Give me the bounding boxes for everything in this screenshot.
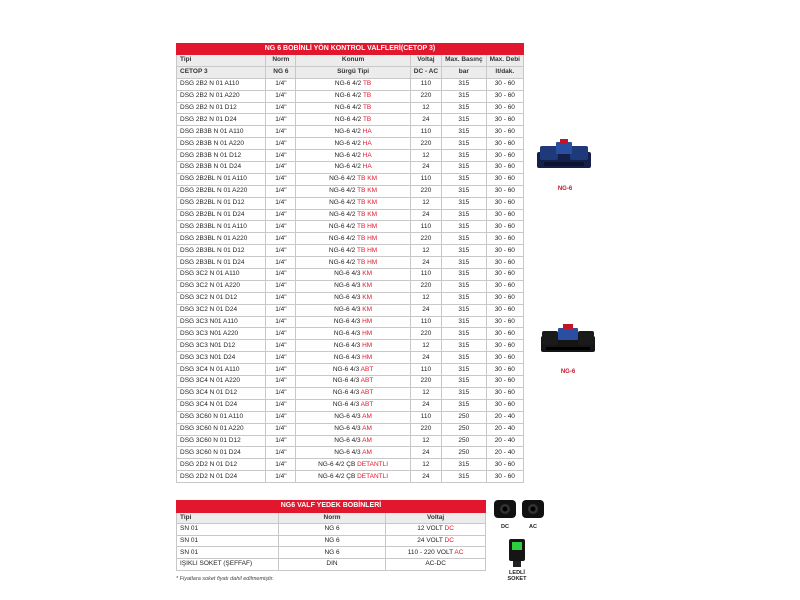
cell-basinc: 315 (442, 173, 487, 185)
cell-voltaj: 24 (410, 257, 441, 269)
cell-tipi: DSG 2B2 N 01 D24 (177, 114, 266, 126)
valve-table-title: NG 6 BOBİNLİ YÖN KONTROL VALFLERİ(CETOP 3) (177, 44, 524, 55)
cell-basinc: 315 (442, 399, 487, 411)
coil-cell-voltaj: 110 - 220 VOLT AC (386, 547, 486, 559)
cell-konum: NG-6 4/2 ÇB DETANTLI (296, 471, 410, 483)
cell-debi: 30 - 60 (486, 150, 523, 162)
cell-norm: 1/4" (266, 364, 296, 376)
cell-debi: 30 - 60 (486, 257, 523, 269)
ng6-valve-image-2 (538, 322, 598, 356)
col-header-debi: Max. Debi (486, 55, 523, 67)
cell-tipi: DSG 2D2 N 01 D12 (177, 459, 266, 471)
cell-debi: 30 - 60 (486, 340, 523, 352)
cell-debi: 20 - 40 (486, 447, 523, 459)
dc-coil-image (492, 498, 518, 520)
cell-voltaj: 110 (410, 78, 441, 90)
cell-tipi: DSG 2B3B N 01 A220 (177, 138, 266, 150)
cell-norm: 1/4" (266, 233, 296, 245)
coil-row (177, 547, 486, 559)
cell-tipi: DSG 2B3B N 01 D24 (177, 162, 266, 174)
cell-tipi: DSG 2B3B N 01 A110 (177, 126, 266, 138)
cell-debi: 30 - 60 (486, 90, 523, 102)
cell-voltaj: 12 (410, 245, 441, 257)
cell-norm: 1/4" (266, 150, 296, 162)
cell-debi: 30 - 60 (486, 162, 523, 174)
table-row (177, 411, 524, 423)
table-row (177, 197, 524, 209)
subheader-bar: bar (442, 66, 487, 78)
table-row (177, 126, 524, 138)
col-header-voltaj: Voltaj (410, 55, 441, 67)
table-row (177, 90, 524, 102)
cell-basinc: 315 (442, 257, 487, 269)
cell-tipi: DSG 2B3BL N 01 D12 (177, 245, 266, 257)
table-row (177, 269, 524, 281)
cell-konum: NG-6 4/3 ABT (296, 376, 410, 388)
coil-cell-tipi: IŞIKLI SOKET (ŞEFFAF) (177, 558, 279, 570)
cell-tipi: DSG 3C3 N01 A110 (177, 316, 266, 328)
cell-konum: NG-6 4/3 AM (296, 447, 410, 459)
cell-norm: 1/4" (266, 292, 296, 304)
cell-tipi: DSG 2B2BL N 01 D12 (177, 197, 266, 209)
table-row (177, 316, 524, 328)
cell-basinc: 315 (442, 114, 487, 126)
cell-tipi: DSG 2B2 N 01 A110 (177, 78, 266, 90)
table-row (177, 447, 524, 459)
cell-konum: NG-6 4/2 TB (296, 114, 410, 126)
cell-basinc: 315 (442, 459, 487, 471)
table-row (177, 162, 524, 174)
cell-voltaj: 12 (410, 102, 441, 114)
cell-norm: 1/4" (266, 245, 296, 257)
cell-voltaj: 220 (410, 185, 441, 197)
cell-konum: NG-6 4/3 KM (296, 280, 410, 292)
ng6-valve-image-1 (534, 138, 594, 172)
cell-voltaj: 12 (410, 292, 441, 304)
coil-col-voltaj: Voltaj (386, 512, 486, 524)
cell-konum: NG-6 4/3 HM (296, 328, 410, 340)
coil-cell-voltaj: 24 VOLT DC (386, 535, 486, 547)
cell-debi: 30 - 60 (486, 221, 523, 233)
cell-voltaj: 12 (410, 387, 441, 399)
cell-tipi: DSG 2B3B N 01 D12 (177, 150, 266, 162)
cell-konum: NG-6 4/3 ABT (296, 399, 410, 411)
cell-norm: 1/4" (266, 90, 296, 102)
table-row (177, 399, 524, 411)
table-row (177, 233, 524, 245)
cell-basinc: 250 (442, 435, 487, 447)
cell-voltaj: 110 (410, 221, 441, 233)
cell-tipi: DSG 2D2 N 01 D24 (177, 471, 266, 483)
table-row (177, 102, 524, 114)
cell-basinc: 315 (442, 150, 487, 162)
cell-konum: NG-6 4/3 HM (296, 340, 410, 352)
cell-norm: 1/4" (266, 459, 296, 471)
table-row (177, 138, 524, 150)
cell-norm: 1/4" (266, 340, 296, 352)
cell-debi: 20 - 40 (486, 423, 523, 435)
table-row (177, 245, 524, 257)
cell-tipi: DSG 3C60 N 01 D12 (177, 435, 266, 447)
cell-debi: 30 - 60 (486, 269, 523, 281)
cell-basinc: 315 (442, 126, 487, 138)
table-row (177, 376, 524, 388)
table-row (177, 150, 524, 162)
table-row (177, 280, 524, 292)
cell-norm: 1/4" (266, 376, 296, 388)
cell-voltaj: 24 (410, 352, 441, 364)
cell-basinc: 315 (442, 185, 487, 197)
cell-tipi: DSG 3C4 N 01 A110 (177, 364, 266, 376)
cell-tipi: DSG 3C2 N 01 D12 (177, 292, 266, 304)
cell-debi: 20 - 40 (486, 411, 523, 423)
cell-voltaj: 24 (410, 114, 441, 126)
cell-basinc: 315 (442, 292, 487, 304)
coil-cell-norm: NG 6 (278, 547, 385, 559)
coil-cell-norm: NG 6 (278, 535, 385, 547)
cell-tipi: DSG 3C2 N 01 A110 (177, 269, 266, 281)
coil-row (177, 524, 486, 536)
table-row (177, 221, 524, 233)
cell-voltaj: 24 (410, 162, 441, 174)
cell-voltaj: 220 (410, 138, 441, 150)
cell-voltaj: 24 (410, 304, 441, 316)
cell-norm: 1/4" (266, 126, 296, 138)
cell-voltaj: 220 (410, 90, 441, 102)
subheader-norm: NG 6 (266, 66, 296, 78)
cell-norm: 1/4" (266, 399, 296, 411)
cell-debi: 30 - 60 (486, 173, 523, 185)
cell-tipi: DSG 2B2 N 01 A220 (177, 90, 266, 102)
col-header-tipi: Tipi (177, 55, 266, 67)
coil-row (177, 558, 486, 570)
cell-tipi: DSG 3C60 N 01 D24 (177, 447, 266, 459)
table-row (177, 364, 524, 376)
cell-norm: 1/4" (266, 423, 296, 435)
cell-basinc: 315 (442, 209, 487, 221)
cell-voltaj: 110 (410, 173, 441, 185)
cell-norm: 1/4" (266, 435, 296, 447)
cell-debi: 30 - 60 (486, 209, 523, 221)
cell-basinc: 250 (442, 423, 487, 435)
cell-tipi: DSG 3C2 N 01 A220 (177, 280, 266, 292)
coil-table (176, 500, 486, 571)
cell-voltaj: 12 (410, 150, 441, 162)
subheader-flow: lt/dak. (486, 66, 523, 78)
cell-konum: NG-6 4/3 AM (296, 423, 410, 435)
cell-voltaj: 24 (410, 209, 441, 221)
cell-norm: 1/4" (266, 316, 296, 328)
cell-konum: NG-6 4/2 TB KM (296, 209, 410, 221)
cell-voltaj: 110 (410, 411, 441, 423)
coil-cell-tipi: SN 01 (177, 524, 279, 536)
cell-tipi: DSG 2B3BL N 01 A110 (177, 221, 266, 233)
table-row (177, 459, 524, 471)
cell-tipi: DSG 3C4 N 01 D24 (177, 399, 266, 411)
table-row (177, 78, 524, 90)
ac-coil-image (520, 498, 546, 520)
cell-konum: NG-6 4/3 ABT (296, 364, 410, 376)
cell-tipi: DSG 3C3 N01 D24 (177, 352, 266, 364)
coil-cell-norm: DIN (278, 558, 385, 570)
cell-debi: 30 - 60 (486, 102, 523, 114)
table-row (177, 352, 524, 364)
cell-norm: 1/4" (266, 280, 296, 292)
cell-konum: NG-6 4/2 ÇB DETANTLI (296, 459, 410, 471)
cell-basinc: 315 (442, 233, 487, 245)
cell-norm: 1/4" (266, 162, 296, 174)
cell-norm: 1/4" (266, 114, 296, 126)
cell-konum: NG-6 4/3 KM (296, 269, 410, 281)
price-note: * Fiyatlara soket fiyatı dahil edilmemiştir. (176, 576, 274, 582)
cell-norm: 1/4" (266, 352, 296, 364)
cell-konum: NG-6 4/2 HA (296, 126, 410, 138)
cell-tipi: DSG 3C4 N 01 A220 (177, 376, 266, 388)
cell-basinc: 315 (442, 269, 487, 281)
cell-voltaj: 12 (410, 197, 441, 209)
cell-konum: NG-6 4/2 TB HM (296, 221, 410, 233)
table-row (177, 173, 524, 185)
cell-konum: NG-6 4/2 TB KM (296, 173, 410, 185)
cell-konum: NG-6 4/3 HM (296, 352, 410, 364)
cell-basinc: 315 (442, 78, 487, 90)
cell-tipi: DSG 3C60 N 01 A220 (177, 423, 266, 435)
cell-konum: NG-6 4/2 HA (296, 138, 410, 150)
cell-debi: 30 - 60 (486, 316, 523, 328)
cell-konum: NG-6 4/3 KM (296, 292, 410, 304)
coil-row (177, 535, 486, 547)
cell-basinc: 315 (442, 221, 487, 233)
cell-norm: 1/4" (266, 78, 296, 90)
coil-cell-tipi: SN 01 (177, 535, 279, 547)
cell-konum: NG-6 4/3 AM (296, 411, 410, 423)
cell-basinc: 315 (442, 364, 487, 376)
cell-basinc: 315 (442, 328, 487, 340)
cell-konum: NG-6 4/2 TB KM (296, 197, 410, 209)
cell-debi: 30 - 60 (486, 364, 523, 376)
cell-norm: 1/4" (266, 209, 296, 221)
cell-voltaj: 24 (410, 447, 441, 459)
table-row (177, 423, 524, 435)
col-header-norm: Norm (266, 55, 296, 67)
cell-tipi: DSG 3C2 N 01 D24 (177, 304, 266, 316)
cell-konum: NG-6 4/3 HM (296, 316, 410, 328)
cell-debi: 30 - 60 (486, 126, 523, 138)
cell-voltaj: 24 (410, 399, 441, 411)
cell-tipi: DSG 2B2BL N 01 D24 (177, 209, 266, 221)
subheader-cetop: CETOP 3 (177, 66, 266, 78)
cell-debi: 30 - 60 (486, 78, 523, 90)
cell-tipi: DSG 2B3BL N 01 A220 (177, 233, 266, 245)
cell-basinc: 315 (442, 138, 487, 150)
cell-konum: NG-6 4/3 AM (296, 435, 410, 447)
table-row (177, 257, 524, 269)
cell-konum: NG-6 4/2 TB HM (296, 233, 410, 245)
coil-table-title: NG6 VALF YEDEK BOBİNLERİ (177, 501, 486, 513)
table-row (177, 340, 524, 352)
cell-debi: 30 - 60 (486, 399, 523, 411)
cell-basinc: 315 (442, 340, 487, 352)
cell-tipi: DSG 2B2BL N 01 A110 (177, 173, 266, 185)
cell-basinc: 315 (442, 352, 487, 364)
table-row (177, 209, 524, 221)
ac-coil-caption: AC (529, 524, 537, 530)
cell-debi: 30 - 60 (486, 376, 523, 388)
cell-voltaj: 110 (410, 316, 441, 328)
valve-table (176, 43, 524, 483)
cell-voltaj: 12 (410, 435, 441, 447)
table-row (177, 304, 524, 316)
cell-norm: 1/4" (266, 257, 296, 269)
cell-norm: 1/4" (266, 387, 296, 399)
cell-debi: 30 - 60 (486, 280, 523, 292)
cell-debi: 20 - 40 (486, 435, 523, 447)
subheader-surgu: Sürgü Tipi (296, 66, 410, 78)
cell-konum: NG-6 4/2 TB (296, 102, 410, 114)
coil-cell-voltaj: 12 VOLT DC (386, 524, 486, 536)
table-row (177, 185, 524, 197)
cell-debi: 30 - 60 (486, 387, 523, 399)
table-row (177, 328, 524, 340)
cell-basinc: 315 (442, 316, 487, 328)
cell-norm: 1/4" (266, 328, 296, 340)
cell-voltaj: 110 (410, 364, 441, 376)
cell-norm: 1/4" (266, 197, 296, 209)
cell-tipi: DSG 3C3 N01 A220 (177, 328, 266, 340)
cell-voltaj: 110 (410, 269, 441, 281)
cell-basinc: 250 (442, 447, 487, 459)
cell-debi: 30 - 60 (486, 197, 523, 209)
cell-debi: 30 - 60 (486, 185, 523, 197)
table-row (177, 387, 524, 399)
cell-voltaj: 220 (410, 328, 441, 340)
cell-debi: 30 - 60 (486, 292, 523, 304)
cell-basinc: 315 (442, 90, 487, 102)
cell-basinc: 315 (442, 245, 487, 257)
cell-debi: 30 - 60 (486, 471, 523, 483)
cell-konum: NG-6 4/2 TB (296, 78, 410, 90)
cell-norm: 1/4" (266, 185, 296, 197)
cell-debi: 30 - 60 (486, 245, 523, 257)
coil-cell-voltaj: AC-DC (386, 558, 486, 570)
cell-basinc: 315 (442, 162, 487, 174)
coil-col-norm: Norm (278, 512, 385, 524)
cell-voltaj: 12 (410, 340, 441, 352)
cell-konum: NG-6 4/2 HA (296, 150, 410, 162)
valve-caption-1: NG-6 (557, 186, 573, 192)
cell-basinc: 315 (442, 387, 487, 399)
cell-voltaj: 220 (410, 233, 441, 245)
cell-norm: 1/4" (266, 471, 296, 483)
cell-basinc: 250 (442, 411, 487, 423)
cell-konum: NG-6 4/2 HA (296, 162, 410, 174)
cell-norm: 1/4" (266, 411, 296, 423)
cell-debi: 30 - 60 (486, 459, 523, 471)
cell-konum: NG-6 4/2 TB HM (296, 257, 410, 269)
cell-basinc: 315 (442, 102, 487, 114)
cell-debi: 30 - 60 (486, 304, 523, 316)
cell-voltaj: 24 (410, 471, 441, 483)
cell-basinc: 315 (442, 376, 487, 388)
cell-konum: NG-6 4/2 TB (296, 90, 410, 102)
cell-tipi: DSG 3C3 N01 D12 (177, 340, 266, 352)
coil-cell-tipi: SN 01 (177, 547, 279, 559)
cell-voltaj: 220 (410, 280, 441, 292)
cell-debi: 30 - 60 (486, 233, 523, 245)
cell-norm: 1/4" (266, 304, 296, 316)
cell-basinc: 315 (442, 280, 487, 292)
cell-basinc: 315 (442, 197, 487, 209)
cell-voltaj: 110 (410, 126, 441, 138)
cell-norm: 1/4" (266, 173, 296, 185)
col-header-konum: Konum (296, 55, 410, 67)
coil-col-tipi: Tipi (177, 512, 279, 524)
cell-voltaj: 220 (410, 376, 441, 388)
cell-voltaj: 220 (410, 423, 441, 435)
cell-tipi: DSG 2B2BL N 01 A220 (177, 185, 266, 197)
subheader-voltage: DC - AC (410, 66, 441, 78)
cell-konum: NG-6 4/3 ABT (296, 387, 410, 399)
cell-voltaj: 12 (410, 459, 441, 471)
cell-konum: NG-6 4/2 TB HM (296, 245, 410, 257)
cell-debi: 30 - 60 (486, 138, 523, 150)
valve-caption-2: NG-6 (560, 369, 576, 375)
col-header-basinc: Max. Basınç (442, 55, 487, 67)
cell-norm: 1/4" (266, 447, 296, 459)
cell-norm: 1/4" (266, 138, 296, 150)
table-row (177, 471, 524, 483)
table-row (177, 292, 524, 304)
led-socket-caption: LEDLİ SOKET (507, 570, 527, 582)
cell-tipi: DSG 3C4 N 01 D12 (177, 387, 266, 399)
coil-cell-norm: NG 6 (278, 524, 385, 536)
cell-tipi: DSG 2B2 N 01 D12 (177, 102, 266, 114)
dc-coil-caption: DC (501, 524, 509, 530)
table-row (177, 114, 524, 126)
cell-norm: 1/4" (266, 269, 296, 281)
cell-norm: 1/4" (266, 221, 296, 233)
cell-konum: NG-6 4/2 TB KM (296, 185, 410, 197)
cell-basinc: 315 (442, 471, 487, 483)
cell-norm: 1/4" (266, 102, 296, 114)
cell-debi: 30 - 60 (486, 328, 523, 340)
cell-tipi: DSG 2B3BL N 01 D24 (177, 257, 266, 269)
cell-konum: NG-6 4/3 KM (296, 304, 410, 316)
cell-tipi: DSG 3C60 N 01 A110 (177, 411, 266, 423)
cell-basinc: 315 (442, 304, 487, 316)
led-socket-image (505, 537, 529, 569)
table-row (177, 435, 524, 447)
cell-debi: 30 - 60 (486, 352, 523, 364)
cell-debi: 30 - 60 (486, 114, 523, 126)
